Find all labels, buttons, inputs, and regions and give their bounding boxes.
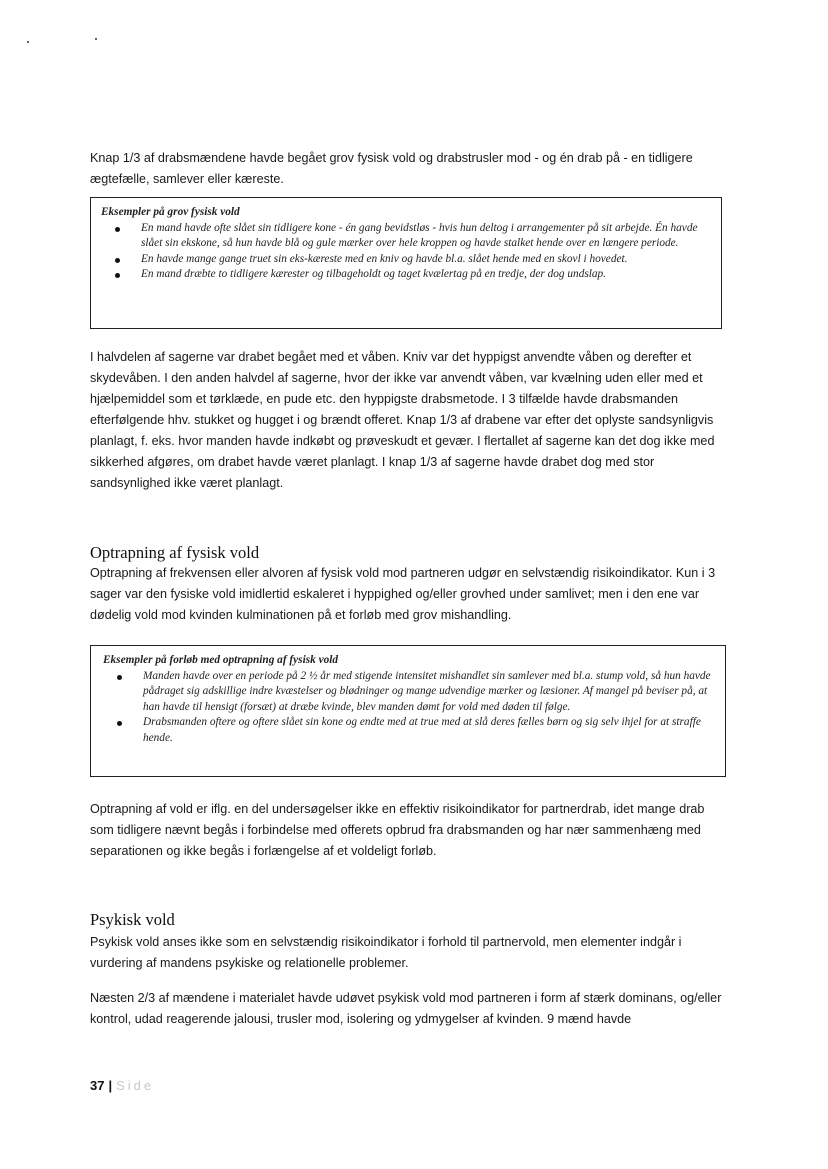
page-footer <box>90 1078 154 1093</box>
list-item: Manden havde over en periode på 2 ½ år med stigende intensitet mishandlet sin samlever med bl.a. stump vold, så hun havde pådraget sig adskillige indre kvæstelser og blødninger og mange udvendige mærker og læsioner. Af mangel på beviser på, at han havde til hensigt (forsæt) at dræbe kvinde, blev manden dømt for vold med døden til følge. <box>143 669 715 716</box>
list-item: En mand havde ofte slået sin tidligere kone - én gang bevidstløs - hvis hun deltog i arrangementer på sit arbejde. Én havde slået sin ekskone, så hun havde blå og gule mærker over hele kroppen og havde stalket hende over en længere periode. <box>141 221 711 252</box>
paragraph-psykisk-vold: Psykisk vold anses ikke som en selvstændig risikoindikator i forhold til partnervold, men elementer indgår i vurdering af mandens psykiske og relationelle problemer. <box>90 935 682 970</box>
paragraph-optrapning: Optrapning af frekvensen eller alvoren af fysisk vold mod partneren udgør en selvstændig risikoindikator. Kun i 3 sager var den fysiske vold imidlertid eskaleret i hyppighed og/eller grovhed under samlivet; men i den ene var dødelig vold mod kvinden kulminationen på et forløb med grov mishandling. <box>90 566 716 622</box>
page-number: 37 <box>90 1078 105 1093</box>
list-item: En havde mange gange truet sin eks-kæreste med en kniv og havde bl.a. slået hende med en skovl i hovedet. <box>141 252 711 268</box>
section-heading-psykisk-vold: Psykisk vold <box>90 910 175 929</box>
list-item: Drabsmanden oftere og oftere slået sin kone og endte med at true med at slå deres fælles børn og sig selv ihjel for at straffe hende. <box>143 715 715 746</box>
example-box-grov-vold <box>90 197 722 329</box>
example-box-optrapning <box>90 645 726 777</box>
footer-label: Side <box>116 1078 155 1093</box>
paragraph-vaaben: I halvdelen af sagerne var drabet begået med et våben. Kniv var det hyppigst anvendte våben og derefter et skydevåben. I den anden halvdel af sagerne, hvor der ikke var anvendt våben, var kvælning uden eller med et hjælpemiddel som et tørklæde, en pude etc. den hyppigste drabsmetode. I 3 tilfælde havde drabsmanden efterfølgende hhv. stukket og hugget i og brændt offeret. Knap 1/3 af drabene var efter det oplyste sandsynligvis planlagt, f. eks. hvor manden havde indkøbt og prøveskudt et gevær. I flertallet af sagerne kan det dog ikke med sikkerhed afgøres, om drabet havde været planlagt. I knap 1/3 af sagerne havde drabet dog med stor sandsynlighed ikke været planlagt. <box>90 350 715 490</box>
scan-speck <box>95 38 97 40</box>
example-box-title: Eksempler på forløb med optrapning af fysisk vold <box>103 654 339 666</box>
footer-separator: | <box>108 1078 113 1093</box>
scan-speck <box>27 41 29 43</box>
paragraph-optrapning-effekt: Optrapning af vold er iflg. en del undersøgelser ikke en effektiv risikoindikator for partnerdrab, idet mange drab som tidligere nævnt begås i forbindelse med offerets opbrud fra drabsmanden og har nær sammenhæng med separationen og ikke begås i forlængelse af et voldeligt forløb. <box>90 802 705 858</box>
paragraph-intro: Knap 1/3 af drabsmændene havde begået grov fysisk vold og drabstrusler mod - og én drab på - en tidligere ægtefælle, samlever eller kæreste. <box>90 151 693 186</box>
example-list <box>103 669 715 747</box>
section-heading-optrapning: Optrapning af fysisk vold <box>90 543 260 562</box>
paragraph-psykisk-vold-omfang: Næsten 2/3 af mændene i materialet havde udøvet psykisk vold mod partneren i form af stærk dominans, og/eller kontrol, udad reagerende jalousi, trusler mod, isolering og ydmygelser af kvinden. 9 mænd havde <box>90 991 722 1026</box>
list-item: En mand dræbte to tidligere kærester og tilbageholdt og taget kvælertag på en tredje, der dog undslap. <box>141 267 711 283</box>
example-box-title: Eksempler på grov fysisk vold <box>101 206 240 218</box>
example-list <box>101 221 711 283</box>
